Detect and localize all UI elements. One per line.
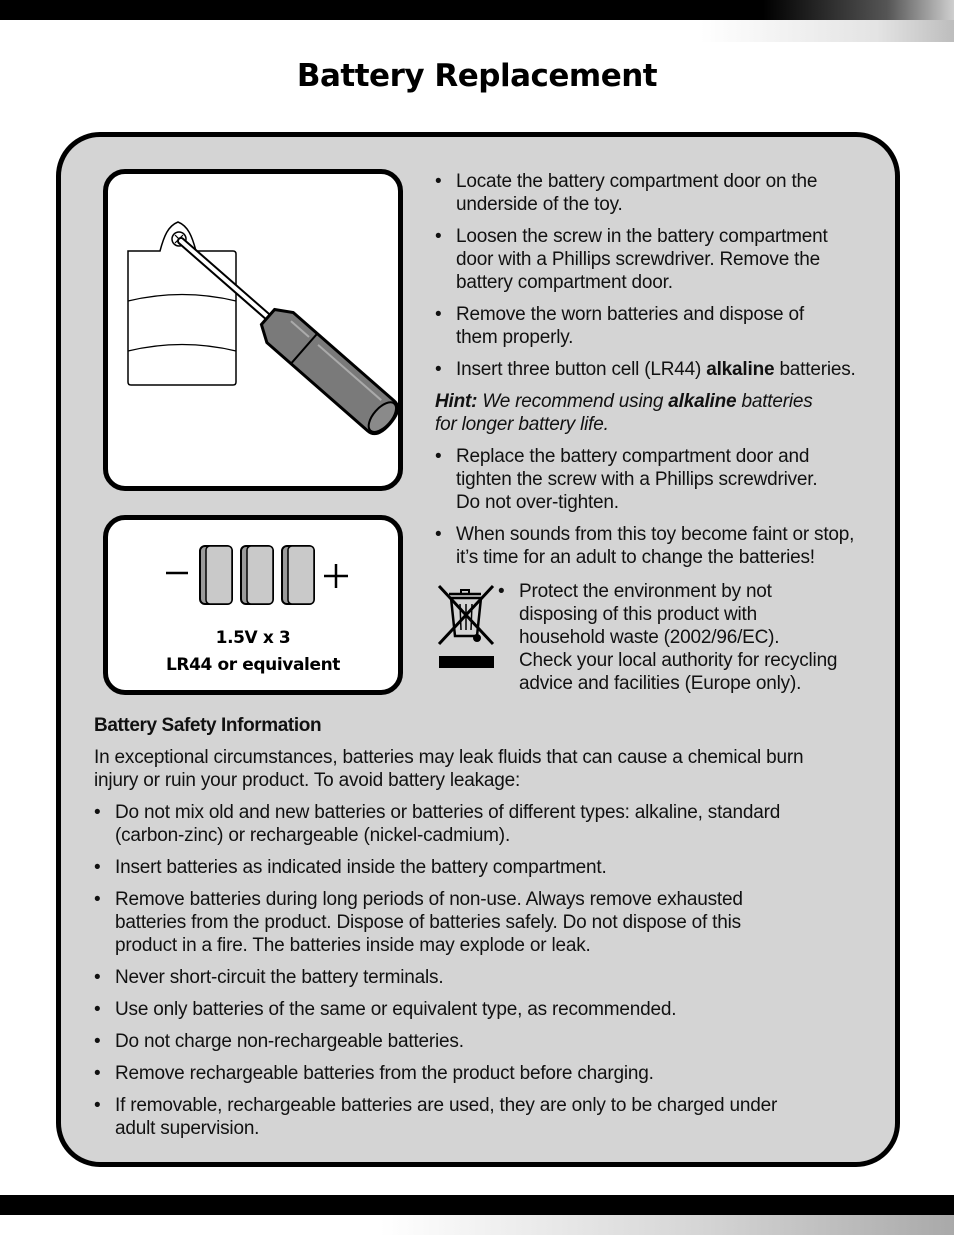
list-item: • Loosen the screw in the battery compartment door with a Phillips screwdriver. Remove the battery compartment door.: [435, 225, 875, 294]
list-item: • Replace the battery compartment door and tighten the screw with a Phillips screwdriver. Do not over-tighten.: [435, 445, 875, 514]
bottom-bar-fade: [380, 1215, 954, 1235]
hint-label: Hint:: [435, 391, 478, 412]
screwdriver-figure: [103, 169, 403, 491]
list-item: • Insert batteries as indicated inside the battery compartment.: [94, 856, 874, 879]
plus-sign-icon: [324, 564, 348, 588]
screwdriver-illustration-icon: [108, 174, 398, 486]
hint-note: Hint: We recommend using alkaline batteries for longer battery life.: [435, 391, 813, 435]
safety-intro: In exceptional circumstances, batteries may leak fluids that can cause a chemical burn injury or ruin your product. To avoid battery leakage:: [94, 747, 804, 791]
list-item: • Do not mix old and new batteries or batteries of different types: alkaline, standard (carbon-zinc) or rechargeable (nickel-cadmium).: [94, 801, 874, 847]
battery-safety-section: [94, 714, 874, 1149]
battery-voltage-spec: 1.5V x 3: [215, 628, 291, 648]
list-item: • Remove batteries during long periods of non-use. Always remove exhausted batteries from the product. Dispose of batteries safely. Do not dispose of this product in a fire. The batteries inside may explode or leak.: [94, 888, 874, 957]
bottom-bar: [0, 1195, 954, 1215]
list-item: • Insert three button cell (LR44) alkaline batteries.: [435, 358, 875, 381]
page-title: Battery Replacement: [296, 58, 658, 94]
list-item: • Never short-circuit the battery terminals.: [94, 966, 874, 989]
battery-cell-icon: [200, 546, 232, 604]
battery-cells-illustration-icon: [108, 520, 398, 620]
environment-notice: [435, 580, 875, 700]
list-item: • Use only batteries of the same or equivalent type, as recommended.: [94, 998, 874, 1021]
battery-cell-icon: [282, 546, 314, 604]
top-bar-fade: [700, 20, 954, 42]
battery-spec-figure: [103, 515, 403, 695]
list-item: • Remove rechargeable batteries from the product before charging.: [94, 1062, 874, 1085]
top-bar: [0, 0, 954, 20]
environment-text: • Protect the environment by not disposing of this product with household waste (2002/96/EC). Check your local authority for recycling advice and facilities (Europe only).: [498, 580, 899, 695]
battery-type-spec: LR44 or equivalent: [165, 655, 341, 675]
list-item: • Remove the worn batteries and dispose of them properly.: [435, 303, 875, 349]
list-item: • When sounds from this toy become faint or stop, it’s time for an adult to change the batteries!: [435, 523, 875, 569]
replacement-steps: [435, 170, 875, 578]
battery-cell-icon: [241, 546, 273, 604]
crossed-out-wheelie-bin-icon: [435, 580, 497, 672]
list-item: • Do not charge non-rechargeable batteries.: [94, 1030, 874, 1053]
safety-heading: Battery Safety Information: [94, 715, 322, 736]
list-item: • If removable, rechargeable batteries are used, they are only to be charged under adult supervision.: [94, 1094, 874, 1140]
list-item: • Locate the battery compartment door on the underside of the toy.: [435, 170, 875, 216]
